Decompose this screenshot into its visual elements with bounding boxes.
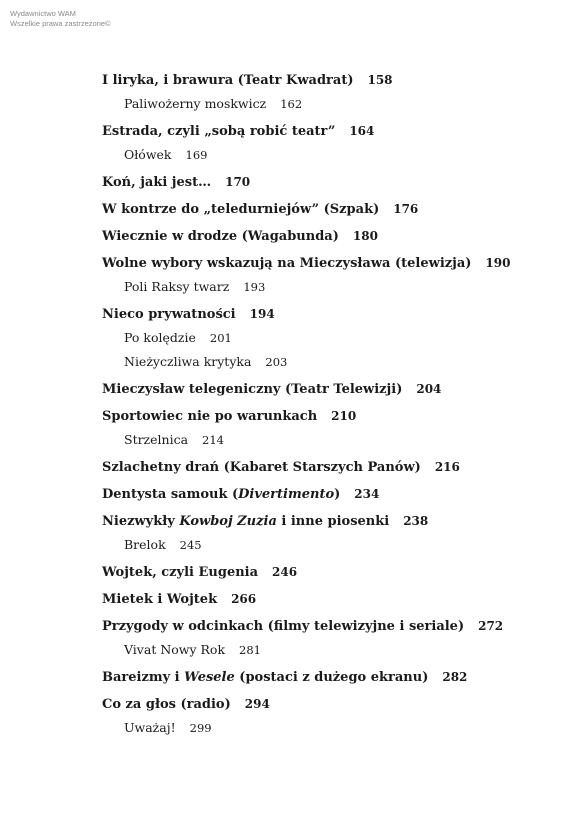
toc-entry-title: [102, 592, 217, 607]
toc-page-number: 216: [434, 460, 460, 474]
toc-title-segment: Mietek i Wojtek: [102, 592, 218, 607]
toc-title-segment: Vivat Nowy Rok: [124, 642, 226, 657]
watermark-copyright: Wszelkie prawa zastrzeżone©: [10, 19, 111, 28]
publisher-watermark: [10, 9, 111, 29]
toc-entry-title: [124, 96, 266, 111]
toc-subsection-entry: [102, 95, 562, 113]
toc-page-number: 169: [185, 148, 208, 162]
toc-entry-title: [102, 124, 335, 139]
toc-page-number: 281: [239, 643, 261, 657]
toc-page-number: 170: [225, 175, 251, 189]
toc-page-number: 210: [331, 409, 357, 423]
toc-entry-title: [102, 175, 211, 190]
toc-page-number: 203: [265, 355, 288, 369]
toc-entry-title: [124, 354, 251, 369]
toc-entry-title: [102, 697, 231, 712]
toc-chapter-entry: [102, 408, 562, 425]
toc-chapter-entry: [102, 564, 562, 581]
toc-title-italic-segment: Divertimento: [238, 487, 335, 502]
toc-page-number: 245: [179, 538, 202, 552]
toc-page-number: 246: [272, 565, 298, 579]
toc-chapter-entry: [102, 618, 562, 635]
toc-page-number: 266: [231, 592, 257, 606]
toc-title-segment: Bareizmy i: [102, 670, 185, 685]
toc-title-segment: Mieczysław telegeniczny (Teatr Telewizji): [102, 382, 403, 397]
toc-entry-title: [102, 409, 317, 424]
toc-subsection-entry: [102, 719, 562, 737]
toc-entry-title: [102, 487, 340, 502]
toc-title-segment: Wojtek, czyli Eugenia: [102, 565, 259, 580]
toc-title-segment: Koń, jaki jest…: [102, 175, 212, 190]
toc-page-number: 164: [349, 124, 375, 138]
toc-title-segment: Po kolędzie: [124, 330, 196, 345]
toc-chapter-entry: [102, 591, 562, 608]
toc-entry-title: [124, 147, 172, 162]
toc-title-segment: Nieżyczliwa krytyka: [124, 354, 252, 369]
toc-subsection-entry: [102, 431, 562, 449]
toc-page-number: 194: [249, 307, 275, 321]
toc-page-number: 180: [352, 229, 378, 243]
toc-title-segment: Nieco prywatności: [102, 307, 236, 322]
toc-page-number: 176: [393, 202, 419, 216]
toc-title-segment: Strzelnica: [124, 432, 189, 447]
toc-title-segment: i inne piosenki: [276, 514, 390, 529]
toc-title-italic-segment: Kowboj Zuzia: [179, 514, 277, 529]
toc-title-segment: W kontrze do „teledurniejów” (Szpak): [102, 202, 380, 217]
toc-title-segment: ): [334, 487, 341, 502]
toc-entry-title: [102, 565, 258, 580]
toc-title-segment: Dentysta samouk (: [102, 487, 239, 502]
toc-title-segment: Przygody w odcinkach (filmy telewizyjne i seriale): [102, 619, 465, 634]
toc-chapter-entry: [102, 123, 562, 140]
toc-page-number: 193: [243, 280, 266, 294]
toc-page-number: 238: [403, 514, 429, 528]
toc-entry-title: [102, 382, 402, 397]
toc-title-segment: Estrada, czyli „sobą robić teatr”: [102, 124, 336, 139]
toc-chapter-entry: [102, 696, 562, 713]
toc-title-segment: Niezwykły: [102, 514, 180, 529]
toc-entry-title: [102, 307, 236, 322]
toc-entry-title: [102, 256, 471, 271]
toc-title-segment: Poli Raksy twarz: [124, 279, 230, 294]
toc-chapter-entry: [102, 306, 562, 323]
toc-chapter-entry: [102, 486, 562, 503]
toc-page-number: 158: [367, 73, 393, 87]
toc-title-segment: Szlachetny drań (Kabaret Starszych Panów): [102, 460, 421, 475]
toc-entry-title: [102, 460, 421, 475]
toc-chapter-entry: [102, 201, 562, 218]
toc-entry-title: [124, 537, 166, 552]
toc-chapter-entry: [102, 459, 562, 476]
toc-title-segment: I liryka, i brawura (Teatr Kwadrat): [102, 73, 354, 88]
toc-entry-title: [102, 73, 353, 88]
toc-page-number: 282: [442, 670, 468, 684]
toc-subsection-entry: [102, 641, 562, 659]
table-of-contents: [102, 72, 562, 737]
toc-subsection-entry: [102, 353, 562, 371]
toc-subsection-entry: [102, 278, 562, 296]
toc-chapter-entry: [102, 72, 562, 89]
toc-page-number: 272: [478, 619, 504, 633]
toc-entry-title: [102, 619, 464, 634]
toc-entry-title: [102, 514, 389, 529]
toc-page-number: 190: [485, 256, 511, 270]
toc-chapter-entry: [102, 174, 562, 191]
toc-subsection-entry: [102, 146, 562, 164]
toc-chapter-entry: [102, 669, 562, 686]
toc-entry-title: [124, 642, 225, 657]
toc-chapter-entry: [102, 513, 562, 530]
toc-entry-title: [102, 670, 428, 685]
toc-page-number: 201: [209, 331, 232, 345]
toc-title-segment: Ołówek: [124, 147, 172, 162]
toc-title-segment: Wiecznie w drodze (Wagabunda): [102, 229, 339, 244]
toc-page-number: 234: [354, 487, 380, 501]
toc-subsection-entry: [102, 329, 562, 347]
toc-entry-title: [124, 330, 196, 345]
toc-title-segment: (postaci z dużego ekranu): [234, 670, 429, 685]
toc-entry-title: [124, 279, 229, 294]
toc-title-segment: Brelok: [124, 537, 166, 552]
toc-entry-title: [102, 202, 379, 217]
watermark-publisher-name: Wydawnictwo WAM: [10, 9, 76, 18]
toc-title-segment: Uważaj!: [124, 720, 176, 735]
toc-chapter-entry: [102, 228, 562, 245]
toc-title-segment: Paliwożerny moskwicz: [124, 96, 267, 111]
toc-entry-title: [102, 229, 339, 244]
toc-entry-title: [124, 720, 176, 735]
toc-page-number: 299: [189, 721, 212, 735]
toc-title-segment: Sportowiec nie po warunkach: [102, 409, 318, 424]
toc-page-number: 204: [416, 382, 442, 396]
toc-chapter-entry: [102, 381, 562, 398]
toc-chapter-entry: [102, 255, 562, 272]
toc-page-number: 214: [202, 433, 224, 447]
toc-title-italic-segment: Wesele: [184, 670, 235, 685]
toc-entry-title: [124, 432, 188, 447]
toc-subsection-entry: [102, 536, 562, 554]
toc-page-number: 294: [244, 697, 270, 711]
toc-page-number: 162: [280, 97, 303, 111]
toc-title-segment: Wolne wybory wskazują na Mieczysława (telewizja): [102, 256, 472, 271]
toc-title-segment: Co za głos (radio): [102, 697, 231, 712]
